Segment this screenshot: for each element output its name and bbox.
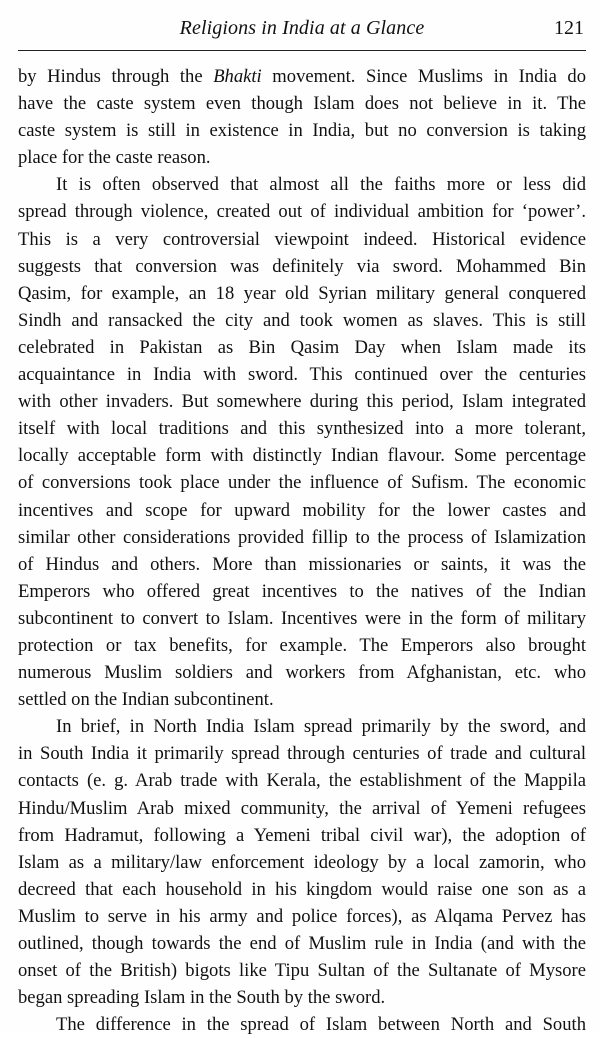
paragraph-end-line: settled on the Indian subcontinent.: [18, 689, 274, 711]
text-line: outlined, though towards the end of Muslim rule in India (and with the: [18, 933, 586, 954]
text-line: spread through violence, created out of individual ambition for ‘power’.: [18, 201, 586, 223]
text-line: Islam as a military/law enforcement ideology by a local zamorin, who: [18, 851, 586, 873]
text-line: similar other considerations provided fillip to the process of Islamization: [18, 526, 586, 548]
text-line: numerous Muslim soldiers and workers from Afghanistan, etc. who: [18, 662, 586, 684]
text-line: caste system is still in existence in India, but no conversion is taking: [18, 120, 586, 142]
paragraph-end-line: place for the caste reason.: [18, 147, 211, 169]
text-line: of Hindus and others. More than missionaries or saints, it was the: [18, 553, 586, 575]
page-header: [18, 0, 586, 58]
paragraph-end-line: began spreading Islam in the South by the sword.: [18, 987, 386, 1009]
text-line: with other invaders. But somewhere during this period, Islam integrated: [18, 391, 586, 413]
text-line: subcontinent to convert to Islam. Incentives were in the form of military: [18, 607, 586, 629]
text-line: celebrated in Pakistan as Bin Qasim Day when Islam made its: [18, 336, 586, 358]
text-line: by Hindus through the Bhakti movement. Since Muslims in India do: [18, 66, 586, 87]
text-line: Emperors who offered great incentives to the natives of the Indian: [18, 580, 586, 602]
text-line: onset of the British) bigots like Tipu Sultan of the Sultanate of Mysore: [18, 960, 586, 982]
text-line: Qasim, for example, an 18 year old Syrian military general conquered: [18, 282, 586, 304]
text-line: Hindu/Muslim Arab mixed community, the arrival of Yemeni refugees: [18, 797, 586, 819]
text-line: in South India it primarily spread through centuries of trade and cultural: [18, 743, 586, 765]
text-line: This is a very controversial viewpoint indeed. Historical evidence: [18, 228, 586, 250]
text-line: protection or tax benefits, for example. The Emperors also brought: [18, 634, 586, 656]
text-line: contacts (e. g. Arab trade with Kerala, the establishment of the Mappila: [18, 770, 586, 792]
paragraph-start-line: It is often observed that almost all the faiths more or less did: [56, 174, 586, 196]
text-line: incentives and scope for upward mobility for the lower castes and: [18, 499, 586, 521]
text-line: decreed that each household in his kingdom would raise one son as a: [18, 878, 586, 900]
text-line: suggests that conversion was definitely via sword. Mohammed Bin: [18, 255, 586, 277]
text-line: itself with local traditions and this synthesized into a more tolerant,: [18, 418, 586, 440]
paragraph-start-line: The difference in the spread of Islam between North and South: [56, 1014, 586, 1036]
paragraph-start-line: In brief, in North India Islam spread primarily by the sword, and: [56, 716, 586, 738]
running-title: Religions in India at a Glance: [179, 17, 425, 39]
text-line: of conversions took place under the influence of Sufism. The economic: [18, 472, 586, 494]
text-line: have the caste system even though Islam does not believe in it. The: [18, 93, 586, 115]
text-line: acquaintance in India with sword. This continued over the centuries: [18, 364, 586, 386]
body-text: [18, 63, 586, 1038]
text-line: from Hadramut, following a Yemeni tribal civil war), the adoption of: [18, 824, 586, 846]
page-number: 121: [554, 17, 584, 39]
text-line: Sindh and ransacked the city and took women as slaves. This is still: [18, 309, 586, 331]
text-line: locally acceptable form with distinctly Indian flavour. Some percentage: [18, 445, 586, 467]
header-rule: [18, 50, 586, 51]
text-line: Muslim to serve in his army and police forces), as Alqama Pervez has: [18, 905, 586, 927]
